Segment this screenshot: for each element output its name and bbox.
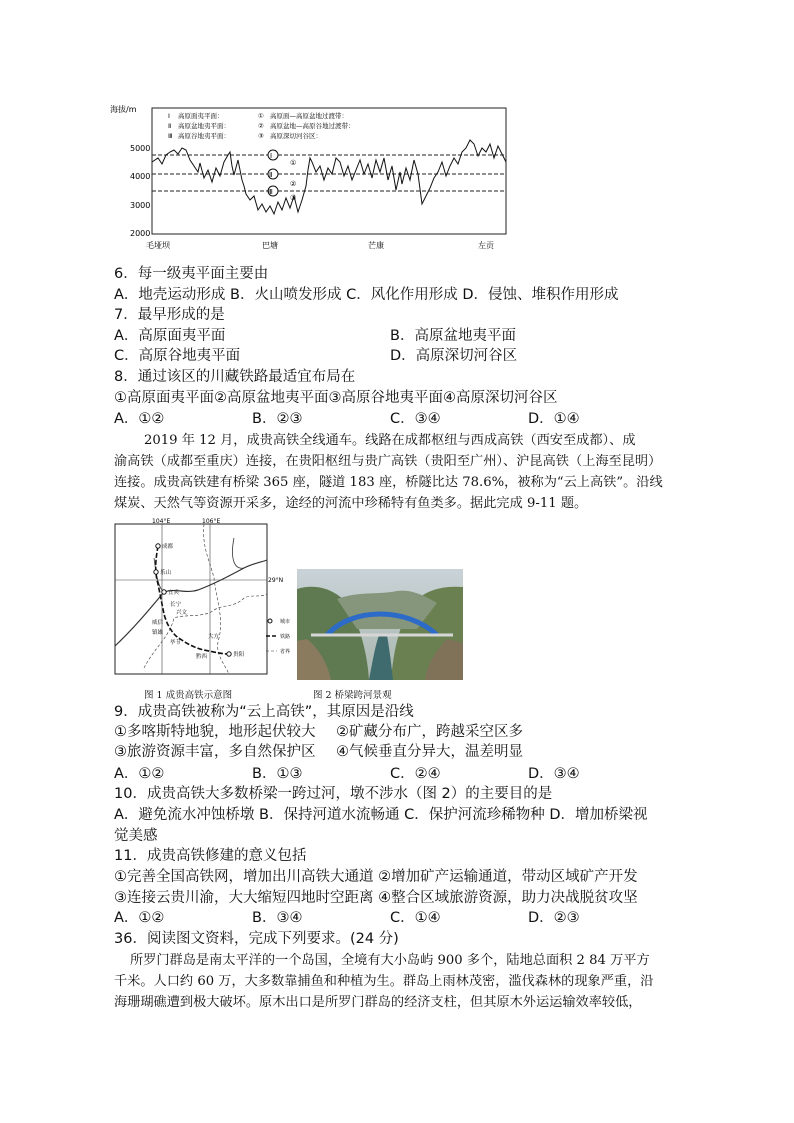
city-label: 贵阳: [233, 652, 245, 658]
q8-option-c: C．③④: [390, 411, 441, 427]
q9-option-b: B．①③: [252, 766, 303, 782]
q10-options: A．避免流水冲蚀桥墩 B．保持河道水流畅通 C．保护河流珍稀物种 D．增加桥梁视: [114, 807, 648, 823]
legend-text: 高原谷地夷平面：: [178, 132, 230, 140]
city-label: 宜宾: [168, 590, 180, 596]
legend-mark: ②: [258, 122, 264, 130]
q11-items-line1: ①完善全国高铁网，增加出川高铁大通道 ②增加矿产运输通道，带动区域矿产开发: [114, 869, 638, 885]
q6-stem: 6．每一级夷平面主要由: [114, 266, 269, 282]
x-label-mangkang: 芒康: [368, 241, 384, 250]
legend-border-label: 省界: [280, 649, 291, 655]
city-label: 黔西: [196, 654, 208, 660]
map-lat-29: 29°N: [268, 577, 284, 584]
q36-passage-line: 千米。人口约 60 万，大多数靠捕鱼和种植为生。群岛上雨林茂密，滥伐森林的现象严重，沿: [114, 974, 654, 989]
y-tick-2000: 2000: [130, 229, 151, 238]
y-tick-5000: 5000: [130, 144, 151, 153]
legend-city-symbol: [268, 619, 272, 623]
mark-label-2: ②: [290, 180, 297, 188]
q10-options-cont: 觉美感: [114, 828, 158, 844]
q9-item-3: ③旅游资源丰富，多自然保护区: [114, 744, 316, 760]
y-tick-3000: 3000: [130, 201, 151, 210]
legend-text: 高原盆地夷平面：: [178, 122, 230, 130]
city-label: 兴文: [176, 610, 188, 616]
legend-mark: ①: [258, 112, 264, 120]
map-frame: [115, 524, 267, 674]
city-label: 乐山: [160, 570, 172, 576]
legend-text: 高原深切河谷区：: [270, 132, 322, 140]
x-label-maoyaba: 毛垭坝: [146, 241, 170, 250]
q10-stem: 10．成贵高铁大多数桥梁一跨过河，墩不涉水（图 2）的主要目的是: [114, 786, 553, 802]
legend-mark: Ⅲ: [168, 132, 173, 140]
legend-text: 高原面夷平面：: [178, 112, 224, 120]
q6-options: A．地壳运动形成 B．火山喷发形成 C．风化作用形成 D．侵蚀、堆积作用形成: [114, 287, 619, 303]
passage-line: 渝高铁（成都至重庆）连接，在贵阳枢纽与贵广高铁（贵阳至广州）、沪昆高铁（上海至昆明）: [114, 454, 662, 469]
passage-line: 煤炭、天然气等资源开采多，途经的河流中珍稀特有鱼类多。据此完成 9-11 题。: [114, 496, 588, 511]
passage-line: 连接。成贵高铁建有桥梁 365 座，隧道 183 座，桥隧比达 78.6%，被称为“云上高铁”。沿线: [114, 475, 663, 490]
q7-option-a: A．高原面夷平面: [114, 328, 226, 344]
q7-option-d: D．高原深切河谷区: [390, 348, 518, 364]
figure2-bridge-photo: [297, 569, 463, 680]
q11-option-a: A．①②: [114, 910, 165, 926]
y-axis-label: 海拔/m: [110, 105, 137, 114]
q9-option-a: A．①②: [114, 766, 165, 782]
q8-stem: 8．通过该区的川藏铁路最适宜布局在: [114, 369, 356, 385]
legend-city-label: 城市: [280, 619, 291, 625]
q9-option-d: D．③④: [528, 766, 580, 782]
passage-line: 2019 年 12 月，成贵高铁全线通车。线路在成都枢纽与西成高铁（西安至成都）、成: [144, 433, 636, 448]
city-label: 成都: [162, 544, 174, 550]
city-label: 威信: [152, 620, 164, 626]
q11-items-line2: ③连接云贵川渝，大大缩短四地时空距离 ④整合区域旅游资源，助力决战脱贫攻坚: [114, 890, 638, 906]
q36-stem: 36．阅读图文资料，完成下列要求。(24 分): [114, 931, 399, 947]
elevation-profile-chart: [110, 100, 510, 255]
legend-mark: Ⅱ: [168, 122, 172, 130]
city-dot: [162, 590, 166, 594]
q9-item-4: ④气候垂直分异大，温差明显: [336, 744, 523, 760]
q11-option-d: D．②③: [528, 910, 580, 926]
city-dot: [227, 652, 231, 656]
city-label: 毕节: [170, 640, 182, 646]
mark-label-III: Ⅲ: [268, 188, 273, 196]
q36-passage-line: 所罗门群岛是南太平洋的一个岛国，全境有大小岛屿 900 多个，陆地总面积 2 84 万平方: [130, 953, 650, 968]
q9-item-2: ②矿藏分布广，跨越采空区多: [336, 724, 523, 740]
mark-label-I: Ⅰ: [270, 152, 273, 160]
q9-stem: 9．成贵高铁被称为“云上高铁”，其原因是沿线: [114, 704, 414, 720]
city-label: 长宁: [170, 602, 182, 608]
plot-marks: [268, 150, 296, 202]
q8-items: ①高原面夷平面②高原盆地夷平面③高原谷地夷平面④高原深切河谷区: [114, 390, 558, 406]
q36-passage-line: 海珊瑚礁遭到极大破坏。原木出口是所罗门群岛的经济支柱，但其原木外运运输效率较低，: [114, 995, 642, 1010]
mark-label-1: ①: [290, 159, 297, 167]
q8-option-b: B．②③: [252, 411, 303, 427]
legend-text: 高原盆地—高原谷地过渡带：: [270, 122, 355, 130]
x-label-batang: 巴塘: [262, 241, 278, 250]
q8-option-d: D．①④: [528, 411, 580, 427]
legend-railway-label: 铁路: [280, 634, 291, 640]
q7-option-b: B．高原盆地夷平面: [390, 328, 516, 344]
q11-stem: 11．成贵高铁修建的意义包括: [114, 848, 307, 864]
q9-option-c: C．②④: [390, 766, 441, 782]
legend-text: 高原面—高原盆地过渡带：: [270, 112, 348, 120]
legend-mark: ③: [258, 132, 264, 140]
chart-legend: [168, 111, 355, 140]
q8-option-a: A．①②: [114, 411, 165, 427]
mark-label-II: Ⅱ: [269, 171, 273, 179]
city-dot: [154, 570, 158, 574]
city-dot: [156, 544, 160, 548]
q11-option-c: C．①④: [390, 910, 441, 926]
map-lon-106: 106°E: [202, 518, 221, 525]
city-label: 镇雄: [152, 630, 164, 636]
elevation-profile-line: [152, 140, 506, 214]
map-legend: [266, 615, 298, 663]
q7-stem: 7．最早形成的是: [114, 307, 225, 323]
y-tick-4000: 4000: [130, 172, 151, 181]
figure2-caption: 图 2 桥梁跨河景观: [313, 690, 392, 701]
map-lon-104: 104°E: [152, 518, 171, 525]
q9-item-1: ①多喀斯特地貌，地形起伏较大: [114, 724, 316, 740]
x-label-zuogong: 左贡: [478, 241, 494, 250]
figure1-caption: 图 1 成贵高铁示意图: [144, 690, 233, 701]
q7-option-c: C．高原谷地夷平面: [114, 348, 241, 364]
city-label: 大方: [208, 634, 220, 640]
q11-option-b: B．③④: [252, 910, 303, 926]
mark-label-3: ③: [290, 194, 297, 202]
legend-mark: Ⅰ: [168, 112, 170, 120]
